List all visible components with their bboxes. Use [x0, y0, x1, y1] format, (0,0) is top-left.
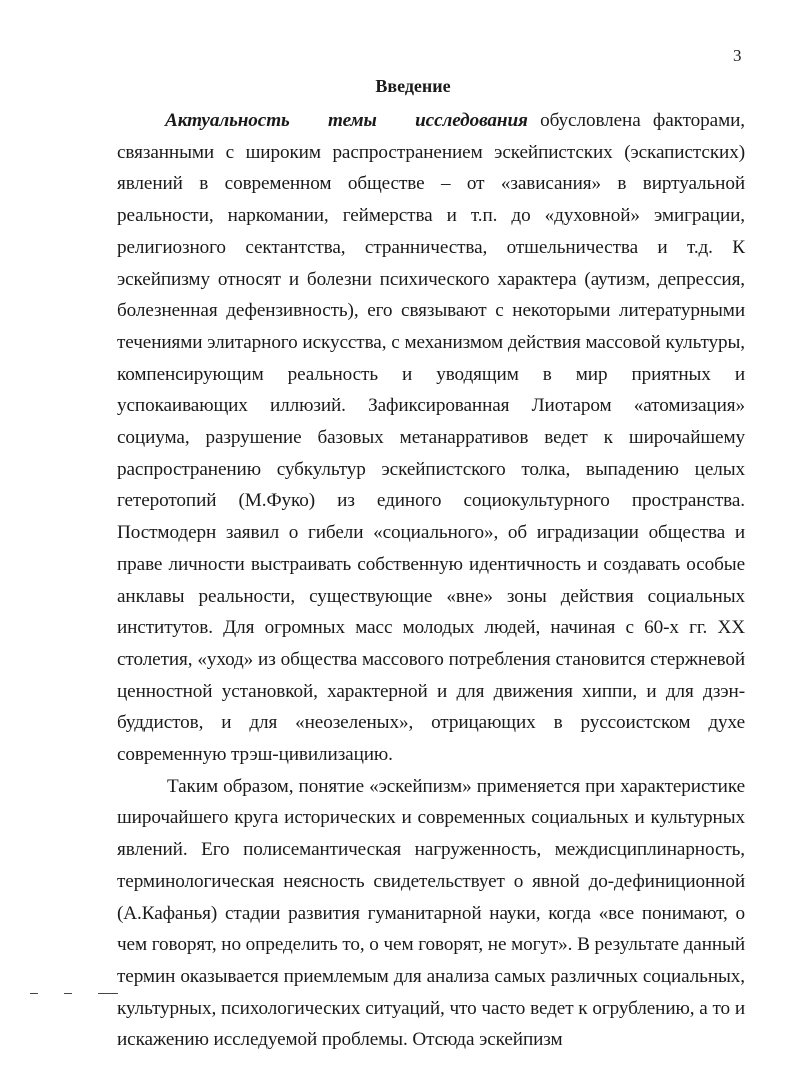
page-number: 3 — [733, 46, 742, 65]
scan-mark — [64, 993, 72, 994]
section-heading-text: Введение — [375, 76, 451, 96]
paragraph-1 — [117, 105, 745, 771]
scan-mark — [30, 993, 38, 994]
paragraph-2-text: Таким образом, понятие «эскейпизм» применяется при характеристике широчайшего круга исторических и современных социальных и культурных явлений. Его полисемантическая нагруженность, междисциплинарность, терминологическая неясность свидетельствует о явной до-дефиниционной (А.Кафанья) стадии развития гуманитарной науки, когда «все понимают, о чем говорят, но определить то, о чем говорят, не могут». В результате данный термин оказывается приемлемым для анализа самых различных социальных, культурных, психологических ситуаций, что часто ведет к огрублению, а то и искажению исследуемой проблемы. Отсюда эскейпизм — [117, 775, 745, 1051]
section-heading — [0, 76, 796, 97]
body-text — [117, 105, 745, 1056]
paragraph-2 — [117, 771, 745, 1056]
scan-mark — [98, 993, 118, 994]
paragraph-1-text: обусловлена факторами, связанными с широким распространением эскейпистских (эскапистских) явлений в современном обществе – от «зависания» в виртуальной реальности, наркомании, геймерства и т.п. до «духовной» эмиграции, религиозного сектантства, странничества, отшельничества и т.д. К эскейпизму относят и болезни психического характера (аутизм, депрессия, болезненная дефензивность), его связывают с некоторыми литературными течениями элитарного искусства, с механизмом действия массовой культуры, компенсирующим реальность и уводящим в мир приятных и успокаивающих иллюзий. Зафиксированная Лиотаром «атомизация» социума, разрушение базовых метанарративов ведет к широчайшему распространению субкультур эскейпистского толка, выпадению целых гетеротопий (М.Фуко) из единого социокультурного пространства. Постмодерн заявил о гибели «социального», об иградизации общества и праве личности выстраивать собственную идентичность и создавать особые анклавы реальности, существующие «вне» зоны действия социальных институтов. Для огромных масс молодых людей, начиная с 60-х гг. XX столетия, «уход» из общества массового потребления становится стержневой ценностной установкой, характерной и для движения хиппи, и для дзэн-буддистов, и для «неозеленых», отрицающих в руссоистском духе современную трэш-цивилизацию. — [117, 110, 745, 766]
paragraph-lead-phrase: Актуальность темы исследования — [165, 110, 528, 131]
scan-margin-marks — [30, 993, 120, 999]
